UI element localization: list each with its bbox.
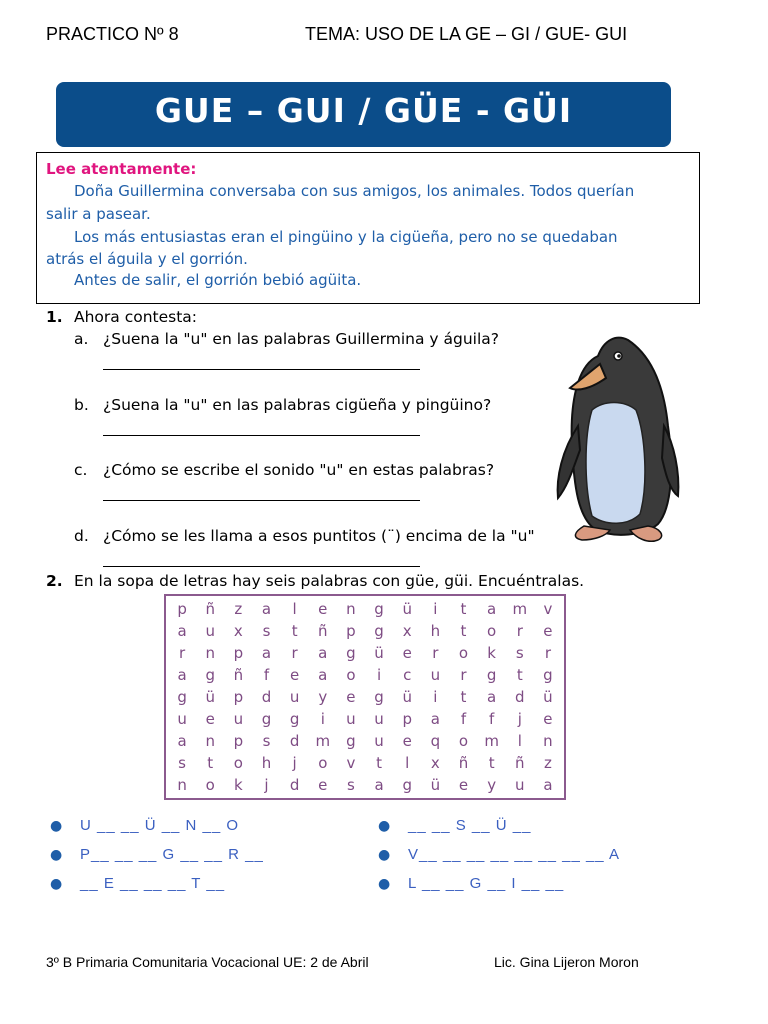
topic-title: TEMA: USO DE LA GE – GI / GUE- GUI bbox=[305, 24, 628, 44]
puzzle-word-right-1: __ __ S __ Ü __ bbox=[408, 817, 532, 834]
word-search-cell[interactable]: g bbox=[374, 622, 384, 640]
word-search-cell[interactable]: p bbox=[402, 710, 412, 728]
word-search-cell[interactable]: h bbox=[261, 754, 272, 772]
word-search-cell[interactable]: ñ bbox=[318, 622, 328, 640]
section-2-title: En la sopa de letras hay seis palabras con güe, güi. Encuéntralas. bbox=[74, 572, 585, 590]
word-search-cell[interactable]: e bbox=[318, 600, 328, 618]
word-search-cell[interactable]: e bbox=[346, 688, 356, 706]
word-search-cell[interactable]: s bbox=[262, 732, 271, 750]
footer-school: 3º B Primaria Comunitaria Vocacional UE: 2 de Abril bbox=[46, 954, 369, 970]
question-b-text: ¿Suena la "u" en las palabras cigüeña y pingüino? bbox=[103, 396, 492, 414]
word-search-cell[interactable]: p bbox=[233, 688, 244, 706]
word-search-cell[interactable]: ü bbox=[430, 776, 441, 794]
word-search-cell[interactable]: ñ bbox=[233, 666, 244, 684]
word-search-cell[interactable]: n bbox=[346, 600, 356, 618]
word-search-cell[interactable]: f bbox=[460, 710, 467, 728]
section-2-number: 2. bbox=[46, 572, 63, 590]
question-c-letter: c. bbox=[74, 461, 88, 479]
word-search-cell[interactable]: g bbox=[543, 666, 553, 684]
word-search-cell[interactable]: g bbox=[346, 644, 356, 662]
word-search-cell[interactable]: t bbox=[460, 600, 467, 618]
word-search-cell[interactable]: g bbox=[486, 666, 497, 684]
word-search-cell[interactable]: x bbox=[233, 622, 243, 640]
word-search-cell[interactable]: ü bbox=[543, 688, 553, 706]
bullet-icon: ● bbox=[50, 818, 63, 834]
banner-title: GUE – GUI / GÜE - GÜI bbox=[154, 91, 573, 130]
word-search-cell[interactable]: p bbox=[177, 600, 187, 618]
word-search-cell[interactable]: r bbox=[291, 644, 298, 662]
word-search-cell[interactable]: u bbox=[177, 710, 187, 728]
section-1-number: 1. bbox=[46, 308, 63, 326]
word-search-cell[interactable]: e bbox=[543, 622, 553, 640]
penguin-illustration bbox=[548, 326, 688, 548]
word-search-cell[interactable]: ü bbox=[402, 688, 412, 706]
word-search-cell[interactable]: r bbox=[516, 622, 523, 640]
word-search-cell[interactable]: j bbox=[517, 710, 522, 728]
question-a-letter: a. bbox=[74, 330, 89, 348]
word-search-cell[interactable]: j bbox=[292, 754, 297, 772]
puzzle-word-left-3: __ E __ __ __ T __ bbox=[80, 875, 226, 892]
answer-line-b[interactable] bbox=[103, 435, 420, 436]
word-search-cell[interactable]: a bbox=[430, 710, 440, 728]
question-c-text: ¿Cómo se escribe el sonido "u" en estas palabras? bbox=[103, 461, 495, 479]
word-search-cell[interactable]: t bbox=[207, 754, 214, 772]
word-search-cell[interactable]: d bbox=[289, 732, 300, 750]
reading-line-1a: Doña Guillermina conversaba con sus amigos, los animales. Todos querían bbox=[74, 182, 635, 200]
word-search-cell[interactable]: o bbox=[233, 754, 243, 772]
word-search-cell[interactable]: a bbox=[543, 776, 553, 794]
word-search-cell[interactable]: i bbox=[433, 688, 438, 706]
word-search-cell[interactable]: p bbox=[233, 644, 244, 662]
practice-number: PRACTICO Nº 8 bbox=[46, 24, 179, 44]
word-search-cell[interactable]: u bbox=[346, 710, 356, 728]
word-search-cell[interactable]: i bbox=[320, 710, 325, 728]
word-search-cell[interactable]: u bbox=[233, 710, 244, 728]
word-search-cell[interactable]: e bbox=[402, 732, 412, 750]
word-search-cell[interactable]: n bbox=[177, 776, 187, 794]
reading-line-2b: atrás el águila y el gorrión. bbox=[46, 250, 248, 268]
word-search-cell[interactable]: ü bbox=[374, 644, 384, 662]
word-search-cell[interactable]: g bbox=[374, 600, 384, 618]
word-search-cell[interactable]: d bbox=[515, 688, 525, 706]
word-search-cell[interactable]: k bbox=[487, 644, 496, 662]
word-search-cell[interactable]: i bbox=[433, 600, 438, 618]
word-search-cell[interactable]: a bbox=[261, 600, 272, 618]
word-search-cell[interactable]: g bbox=[402, 776, 412, 794]
word-search-cell[interactable]: a bbox=[177, 666, 187, 684]
word-search-cell[interactable]: r bbox=[460, 666, 467, 684]
word-search-cell[interactable]: o bbox=[318, 754, 328, 772]
puzzle-word-left-1: U __ __ Ü __ N __ O bbox=[80, 817, 240, 834]
word-search-cell[interactable]: t bbox=[516, 666, 523, 684]
word-search-cell[interactable]: y bbox=[487, 776, 497, 794]
word-search-cell[interactable]: g bbox=[205, 666, 215, 684]
word-search-cell[interactable]: o bbox=[205, 776, 215, 794]
bullet-icon: ● bbox=[378, 876, 391, 892]
puzzle-word-right-3: L __ __ G __ I __ __ bbox=[408, 875, 565, 892]
word-search-letters bbox=[168, 598, 562, 796]
bullet-icon: ● bbox=[50, 847, 63, 863]
word-search-cell[interactable]: v bbox=[543, 600, 553, 618]
word-search-cell[interactable]: j bbox=[264, 776, 269, 794]
word-search-cell[interactable]: ñ bbox=[515, 754, 525, 772]
word-search-cell[interactable]: s bbox=[515, 644, 524, 662]
word-search-cell[interactable]: e bbox=[205, 710, 215, 728]
word-search-cell[interactable]: t bbox=[291, 622, 298, 640]
word-search-cell[interactable]: m bbox=[512, 600, 528, 618]
word-search-cell[interactable]: t bbox=[376, 754, 382, 772]
word-search-cell[interactable]: g bbox=[346, 732, 356, 750]
word-search-cell[interactable]: o bbox=[458, 732, 469, 750]
answer-line-a[interactable] bbox=[103, 369, 420, 370]
word-search-cell[interactable]: o bbox=[458, 644, 469, 662]
reading-label: Lee atentamente: bbox=[46, 160, 197, 178]
word-search-cell[interactable]: m bbox=[315, 732, 331, 750]
word-search-cell[interactable]: g bbox=[289, 710, 300, 728]
footer-teacher: Lic. Gina Lijeron Moron bbox=[494, 954, 639, 970]
word-search-cell[interactable]: u bbox=[205, 622, 215, 640]
word-search-cell[interactable]: z bbox=[234, 600, 243, 618]
word-search-cell[interactable]: e bbox=[458, 776, 469, 794]
answer-line-d[interactable] bbox=[103, 566, 420, 567]
word-search-cell[interactable]: y bbox=[318, 688, 328, 706]
word-search-cell[interactable]: a bbox=[177, 622, 187, 640]
word-search-cell[interactable]: ü bbox=[205, 688, 215, 706]
word-search-cell[interactable]: p bbox=[233, 732, 244, 750]
word-search-cell[interactable]: g bbox=[374, 688, 384, 706]
word-search-cell[interactable]: a bbox=[487, 600, 497, 618]
word-search-cell[interactable]: a bbox=[177, 732, 187, 750]
word-search-cell[interactable]: ñ bbox=[458, 754, 469, 772]
reading-line-2a: Los más entusiastas eran el pingüino y la cigüeña, pero no se quedaban bbox=[74, 228, 618, 246]
word-search-cell[interactable]: f bbox=[489, 710, 495, 728]
puzzle-word-left-2: P__ __ __ G __ __ R __ bbox=[80, 846, 264, 863]
word-search-cell[interactable]: g bbox=[177, 688, 187, 706]
word-search-cell[interactable]: a bbox=[487, 688, 497, 706]
word-search-cell[interactable]: o bbox=[487, 622, 497, 640]
word-search-cell[interactable]: u bbox=[430, 666, 441, 684]
word-search-cell[interactable]: n bbox=[543, 732, 553, 750]
word-search-cell[interactable]: u bbox=[374, 710, 384, 728]
word-search-cell[interactable]: d bbox=[289, 776, 300, 794]
word-search-cell[interactable]: x bbox=[430, 754, 440, 772]
word-search-cell[interactable]: p bbox=[346, 622, 356, 640]
word-search-cell[interactable]: c bbox=[403, 666, 412, 684]
word-search-cell[interactable]: s bbox=[347, 776, 355, 794]
section-1-title: Ahora contesta: bbox=[74, 308, 198, 326]
word-search-cell[interactable]: f bbox=[263, 666, 270, 684]
reading-line-1b: salir a pasear. bbox=[46, 205, 151, 223]
word-search-cell[interactable]: a bbox=[318, 666, 328, 684]
word-search-cell[interactable]: a bbox=[318, 644, 328, 662]
word-search-cell[interactable]: s bbox=[262, 622, 271, 640]
word-search-cell[interactable]: o bbox=[346, 666, 356, 684]
answer-line-c[interactable] bbox=[103, 500, 420, 501]
word-search-cell[interactable]: i bbox=[376, 666, 382, 684]
word-search-cell[interactable]: r bbox=[544, 644, 551, 662]
bullet-icon: ● bbox=[378, 847, 391, 863]
word-search-cell[interactable]: h bbox=[430, 622, 441, 640]
question-d-text: ¿Cómo se les llama a esos puntitos (¨) encima de la "u" bbox=[103, 527, 535, 545]
word-search-cell[interactable]: t bbox=[460, 622, 467, 640]
word-search-cell[interactable]: l bbox=[405, 754, 410, 772]
word-search-cell[interactable]: k bbox=[234, 776, 243, 794]
word-search-cell[interactable]: a bbox=[261, 644, 272, 662]
question-b-letter: b. bbox=[74, 396, 89, 414]
word-search-cell[interactable]: l bbox=[292, 600, 297, 618]
word-search-cell[interactable]: u bbox=[289, 688, 300, 706]
reading-line-3: Antes de salir, el gorrión bebió agüita. bbox=[74, 271, 362, 289]
word-search-cell[interactable]: u bbox=[515, 776, 525, 794]
question-d-letter: d. bbox=[74, 527, 89, 545]
word-search-cell[interactable]: v bbox=[346, 754, 356, 772]
bullet-icon: ● bbox=[378, 818, 391, 834]
word-search-cell[interactable]: ü bbox=[402, 600, 412, 618]
word-search-cell[interactable]: x bbox=[402, 622, 412, 640]
word-search-cell[interactable]: s bbox=[178, 754, 186, 772]
word-search-cell[interactable]: t bbox=[488, 754, 495, 772]
bullet-icon: ● bbox=[50, 876, 63, 892]
word-search-cell[interactable]: m bbox=[484, 732, 499, 750]
word-search-cell[interactable]: n bbox=[205, 732, 215, 750]
word-search-cell[interactable]: d bbox=[261, 688, 272, 706]
word-search-cell[interactable]: g bbox=[261, 710, 272, 728]
word-search-cell[interactable]: u bbox=[374, 732, 384, 750]
word-search-cell[interactable]: r bbox=[432, 644, 439, 662]
word-search-cell[interactable]: r bbox=[178, 644, 186, 662]
word-search-cell[interactable]: t bbox=[460, 688, 467, 706]
word-search-cell[interactable]: l bbox=[517, 732, 522, 750]
word-search-cell[interactable]: e bbox=[543, 710, 553, 728]
word-search-cell[interactable]: e bbox=[290, 666, 300, 684]
word-search-cell[interactable]: q bbox=[430, 732, 441, 750]
word-search-cell[interactable]: ñ bbox=[205, 600, 215, 618]
word-search-cell[interactable]: e bbox=[318, 776, 328, 794]
word-search-cell[interactable]: a bbox=[374, 776, 384, 794]
question-a-text: ¿Suena la "u" en las palabras Guillermina y águila? bbox=[103, 330, 500, 348]
word-search-cell[interactable]: z bbox=[543, 754, 552, 772]
word-search-cell[interactable]: n bbox=[205, 644, 215, 662]
word-search-cell[interactable]: e bbox=[402, 644, 412, 662]
puzzle-word-right-2: V__ __ __ __ __ __ __ __ A bbox=[408, 846, 620, 863]
